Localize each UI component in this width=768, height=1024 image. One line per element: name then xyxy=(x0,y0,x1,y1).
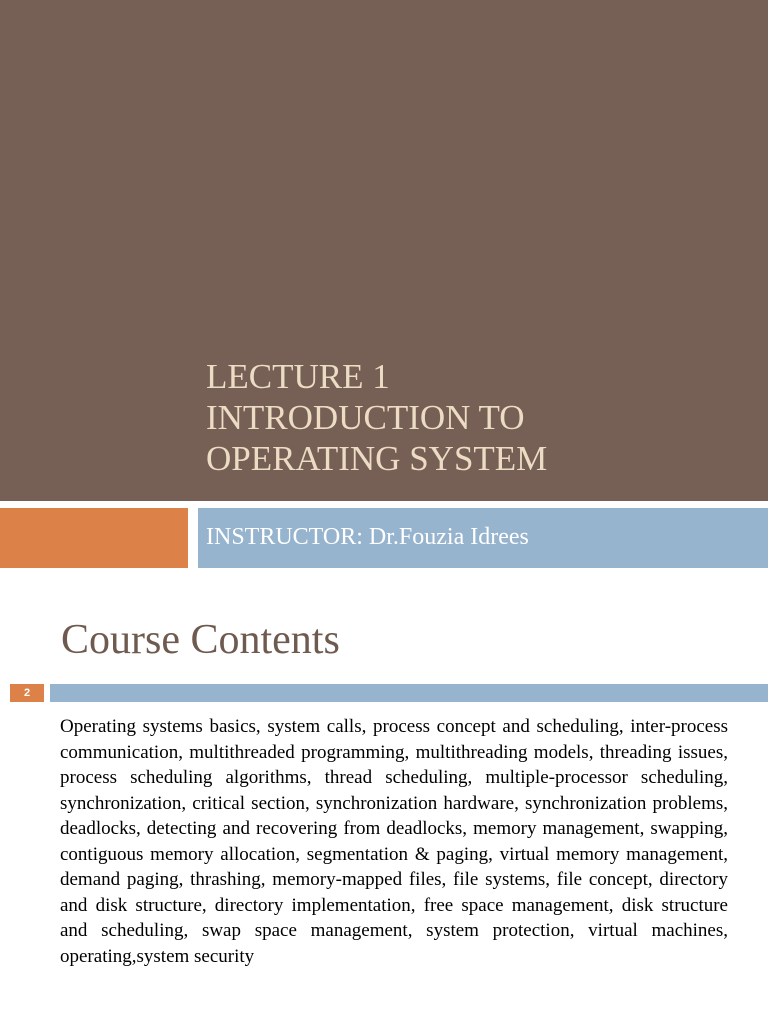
lecture-title-line-2: INTRODUCTION TO xyxy=(206,398,525,437)
instructor-bar xyxy=(198,508,768,568)
lecture-title-line-3: OPERATING SYSTEM xyxy=(206,439,548,478)
divider-bar xyxy=(50,684,768,702)
course-contents-text: Operating systems basics, system calls, process concept and scheduling, inter-process communication, multithreaded programming, multithreading models, threading issues, process scheduling algorithms, thread scheduling, multiple-processor scheduling, synchronization, critical section, synchronization hardware, synchronization problems, deadlocks, detecting and recovering from deadlocks, memory management, swapping, contiguous memory allocation, segmentation & paging, virtual memory management, demand paging, thrashing, memory-mapped files, file systems, file concept, directory and disk structure, directory implementation, free space management, disk structure and scheduling, swap space management, system protection, virtual machines, operating,system security xyxy=(60,716,728,967)
course-contents-title: Course Contents xyxy=(61,617,340,663)
lecture-title-line-1: LECTURE 1 xyxy=(206,357,390,396)
orange-accent-block xyxy=(0,508,188,568)
title-slide-background xyxy=(0,0,768,501)
lecture-title xyxy=(206,356,746,479)
instructor-name: INSTRUCTOR: Dr.Fouzia Idrees xyxy=(206,524,529,550)
page-number-badge: 2 xyxy=(10,684,44,702)
